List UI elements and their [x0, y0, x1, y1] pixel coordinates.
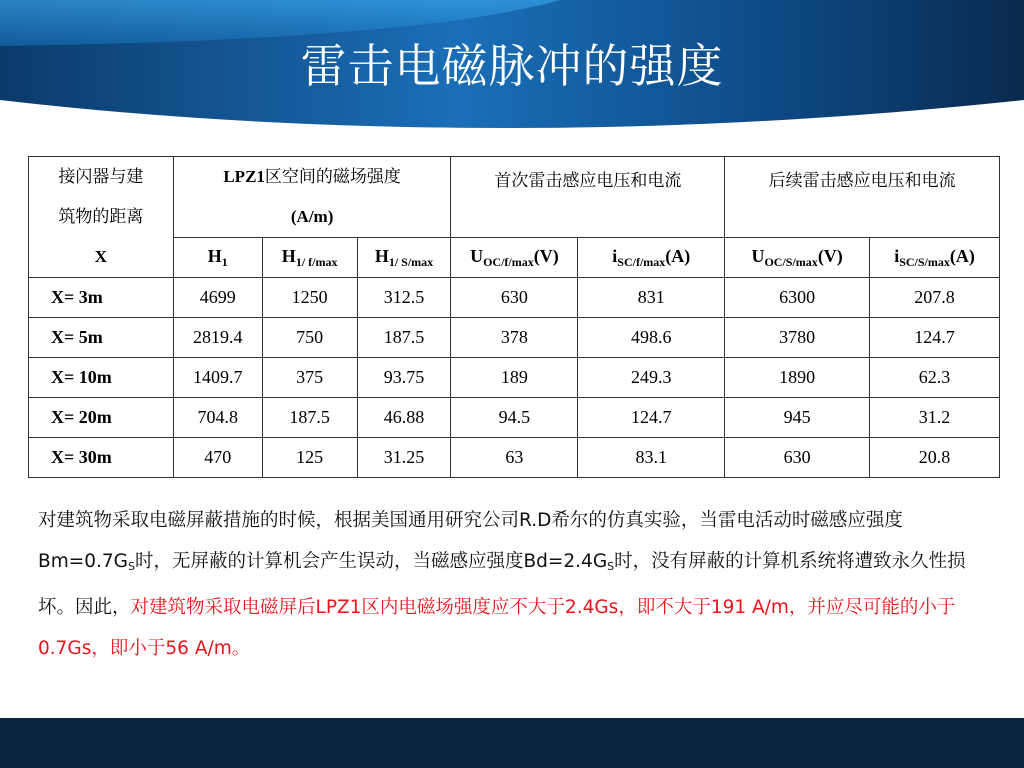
- table-cell: 498.6: [578, 318, 725, 358]
- table-cell: 31.25: [357, 438, 451, 478]
- subheader-u-oc-s-max: $U_{OC/S/max}(V)$: [725, 238, 870, 278]
- row-label: X= 10m: [29, 358, 174, 398]
- table-row: [29, 438, 1000, 478]
- table-cell: 4699: [173, 278, 262, 318]
- paragraph-text-1: 对建筑物采取电磁屏蔽措施的时候，根据美国通用研究公司R.D希尔的仿真实验，当雷电活动时磁感应强度Bm=0.7G: [38, 510, 903, 572]
- table-cell: 375: [262, 358, 357, 398]
- field-strength-header-unit: (A/m): [290, 207, 334, 226]
- table-cell: 124.7: [870, 318, 1000, 358]
- table-cell: 31.2: [870, 398, 1000, 438]
- table-cell: 704.8: [173, 398, 262, 438]
- table-row: [29, 358, 1000, 398]
- highlighted-conclusion: 对建筑物采取电磁屏后LPZ1区内电磁场强度应不大于2.4Gs，即不大于191 A/m，并应尽可能的小于0.7Gs，即小于56 A/m。: [38, 597, 956, 659]
- table-cell: 1890: [725, 358, 870, 398]
- paragraph-text-3: 时，没有屏蔽的计算机系统将遭致永久性损坏。因此，: [38, 551, 966, 618]
- table-cell: 83.1: [578, 438, 725, 478]
- table-cell: 1250: [262, 278, 357, 318]
- table-cell: 945: [725, 398, 870, 438]
- row-label: X= 20m: [29, 398, 174, 438]
- row-label: X= 5m: [29, 318, 174, 358]
- table-cell: 831: [578, 278, 725, 318]
- table-cell: 470: [173, 438, 262, 478]
- table-row: [29, 278, 1000, 318]
- table-cell: 62.3: [870, 358, 1000, 398]
- table-cell: 3780: [725, 318, 870, 358]
- first-stroke-header: 首次雷击感应电压和电流: [451, 157, 725, 238]
- title-banner: [0, 0, 1024, 130]
- magnetic-field-table: [28, 156, 1000, 478]
- paragraph-subscript-2: S: [607, 560, 615, 573]
- table-cell: 189: [451, 358, 578, 398]
- distance-header-line2: 筑物的距离: [58, 207, 144, 227]
- table-cell: 378: [451, 318, 578, 358]
- table-cell: 20.8: [870, 438, 1000, 478]
- subsequent-stroke-header: 后续雷击感应电压和电流: [725, 157, 1000, 238]
- footer-bar: [0, 718, 1024, 768]
- table-cell: 46.88: [357, 398, 451, 438]
- table-row: [29, 398, 1000, 438]
- table-cell: 187.5: [357, 318, 451, 358]
- table-cell: 124.7: [578, 398, 725, 438]
- table-cell: 312.5: [357, 278, 451, 318]
- table-cell: 63: [451, 438, 578, 478]
- subheader-h1: $H_1$: [173, 238, 262, 278]
- table-cell: 125: [262, 438, 357, 478]
- distance-header-line1: 接闪器与建: [58, 167, 144, 187]
- field-strength-header: [173, 157, 451, 238]
- subheader-u-oc-f-max: $U_{OC/f/max}(V)$: [451, 238, 578, 278]
- table-cell: 94.5: [451, 398, 578, 438]
- paragraph-subscript-1: S: [127, 560, 135, 573]
- distance-header-x: X: [94, 247, 108, 266]
- paragraph-text-2: 时，无屏蔽的计算机会产生误动，当磁感应强度Bd=2.4G: [134, 551, 608, 572]
- row-label: X= 3m: [29, 278, 174, 318]
- row-label: X= 30m: [29, 438, 174, 478]
- field-strength-header-text: 区空间的磁场强度: [264, 167, 401, 187]
- subheader-h1-s-max: $H_{1/ S/max}$: [357, 238, 451, 278]
- table-row: [29, 318, 1000, 358]
- table-cell: 207.8: [870, 278, 1000, 318]
- field-strength-header-prefix: LPZ1: [223, 167, 265, 186]
- subheader-h1-f-max: $H_{1/ f/max}$: [262, 238, 357, 278]
- table-cell: 249.3: [578, 358, 725, 398]
- table-cell: 630: [725, 438, 870, 478]
- table-header-row: [29, 157, 1000, 238]
- table-cell: 630: [451, 278, 578, 318]
- slide-title: 雷击电磁脉冲的强度: [300, 39, 724, 93]
- table-body: [29, 278, 1000, 478]
- explanation-paragraph: [38, 500, 988, 669]
- table-subheader-row: [29, 238, 1000, 278]
- table-cell: 2819.4: [173, 318, 262, 358]
- subheader-i-sc-s-max: $i_{SC/S/max}(A)$: [870, 238, 1000, 278]
- subheader-i-sc-f-max: $i_{SC/f/max}(A)$: [578, 238, 725, 278]
- table-cell: 93.75: [357, 358, 451, 398]
- distance-header: [29, 157, 174, 278]
- table-cell: 6300: [725, 278, 870, 318]
- table-cell: 750: [262, 318, 357, 358]
- table-cell: 187.5: [262, 398, 357, 438]
- table-cell: 1409.7: [173, 358, 262, 398]
